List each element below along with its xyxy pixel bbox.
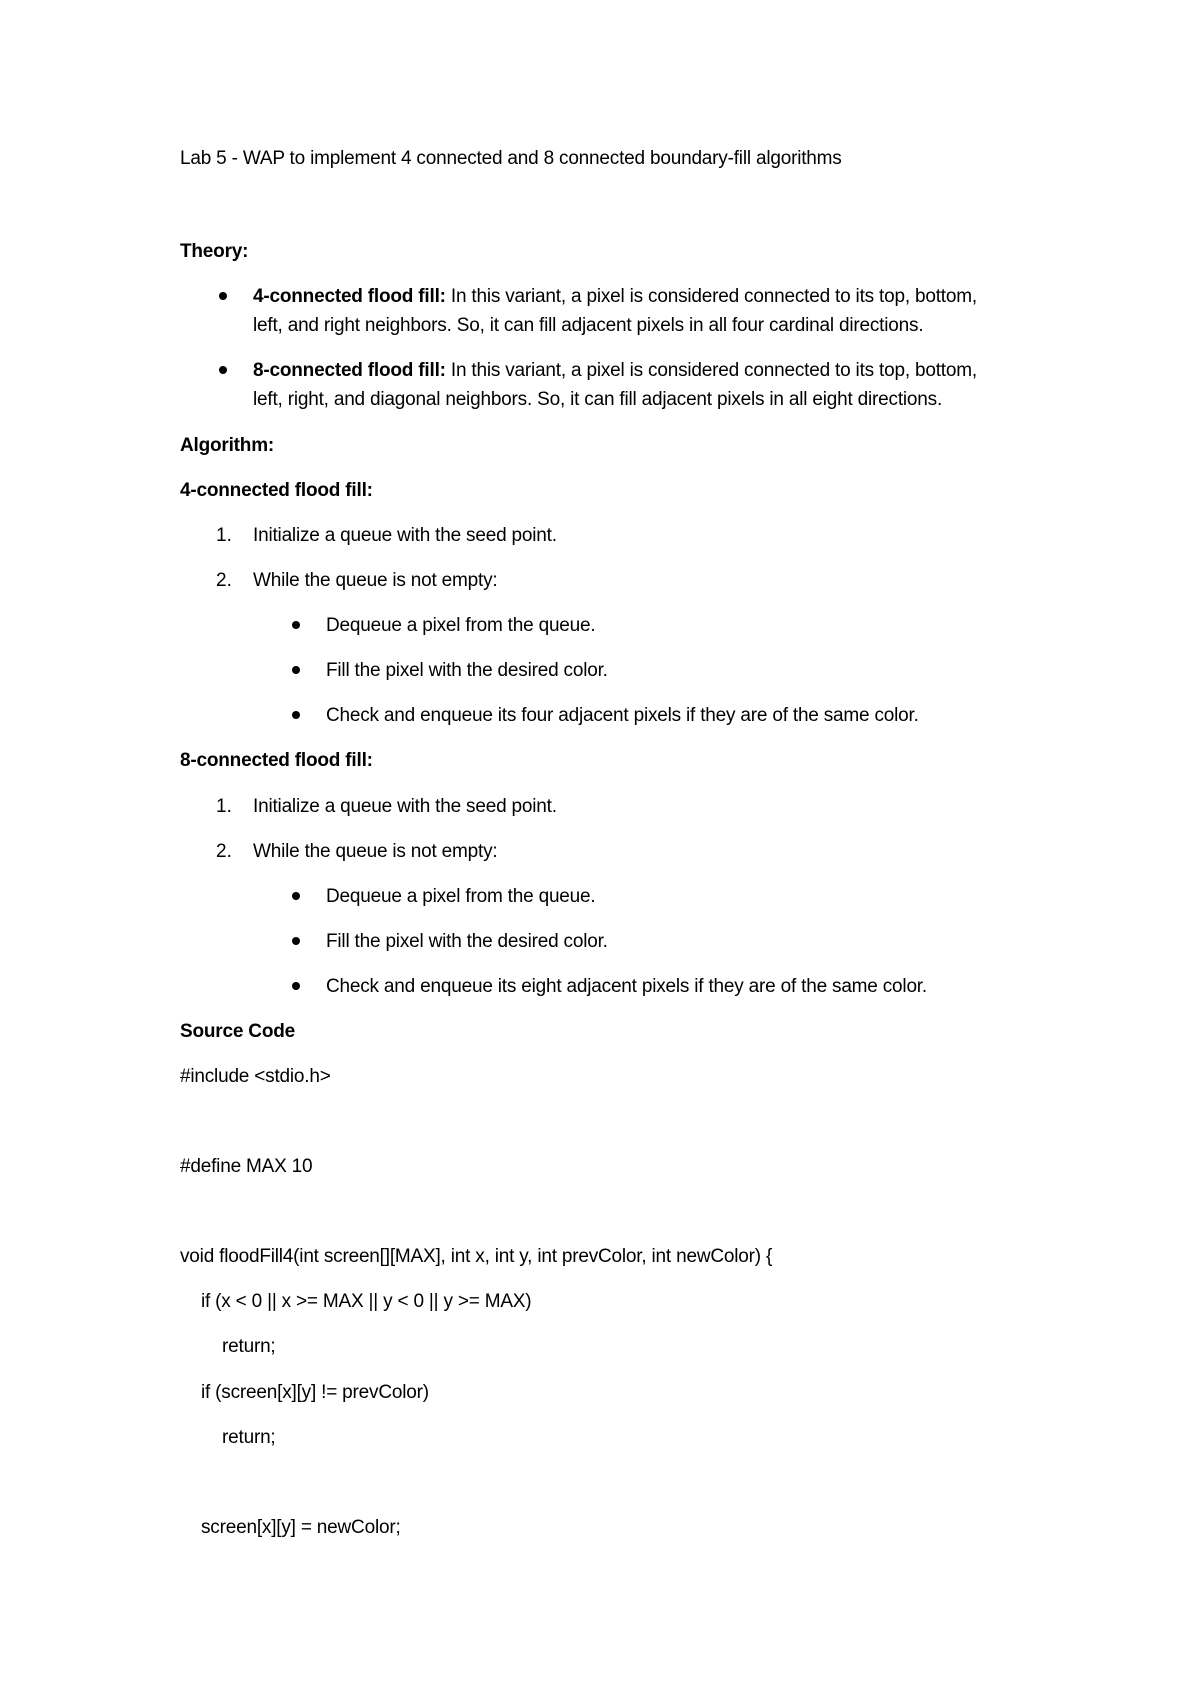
theory-item-1-line-1 — [253, 285, 977, 309]
code-line-color-check: if (screen[x][y] != prevColor) — [201, 1382, 429, 1403]
step-number: 2. — [216, 570, 232, 591]
four-subitem-2: Fill the pixel with the desired color. — [326, 660, 608, 681]
step-number: 1. — [216, 796, 232, 817]
four-subitem-1: Dequeue a pixel from the queue. — [326, 615, 596, 636]
step-number: 1. — [216, 525, 232, 546]
theory-item-2-line-1 — [253, 359, 977, 383]
source-code-heading: Source Code — [180, 1021, 295, 1042]
document-title: Lab 5 - WAP to implement 4 connected and 8 connected boundary-fill algorithms — [180, 148, 842, 169]
code-line-include: #include <stdio.h> — [180, 1066, 331, 1087]
code-line-define: #define MAX 10 — [180, 1156, 313, 1177]
bullet-icon — [292, 711, 300, 719]
algorithm-heading: Algorithm: — [180, 435, 275, 456]
step-number: 2. — [216, 841, 232, 862]
four-step-2: While the queue is not empty: — [253, 570, 498, 591]
four-step-1: Initialize a queue with the seed point. — [253, 525, 557, 546]
code-line-return-1: return; — [222, 1336, 276, 1357]
theory-item-2-text: In this variant, a pixel is considered connected to its top, bottom, — [445, 360, 977, 381]
eight-subitem-1: Dequeue a pixel from the queue. — [326, 886, 596, 907]
bullet-icon — [292, 666, 300, 674]
code-line-return-2: return; — [222, 1427, 276, 1448]
code-line-assign: screen[x][y] = newColor; — [201, 1517, 401, 1538]
four-subitem-3: Check and enqueue its four adjacent pixels if they are of the same color. — [326, 705, 919, 726]
bullet-icon — [292, 621, 300, 629]
eight-subitem-2: Fill the pixel with the desired color. — [326, 931, 608, 952]
eight-step-2: While the queue is not empty: — [253, 841, 498, 862]
theory-item-1-term: 4-connected flood fill: — [253, 286, 446, 307]
theory-item-2-term: 8-connected flood fill: — [253, 360, 446, 381]
theory-item-1-line-2: left, and right neighbors. So, it can fill adjacent pixels in all four cardinal directions. — [253, 315, 924, 336]
eight-subitem-3: Check and enqueue its eight adjacent pixels if they are of the same color. — [326, 976, 927, 997]
bullet-icon — [292, 982, 300, 990]
bullet-icon — [219, 366, 227, 374]
code-line-bounds-check: if (x < 0 || x >= MAX || y < 0 || y >= MAX) — [201, 1291, 532, 1312]
bullet-icon — [292, 937, 300, 945]
code-line-function-signature: void floodFill4(int screen[][MAX], int x, int y, int prevColor, int newColor) { — [180, 1246, 773, 1267]
bullet-icon — [219, 292, 227, 300]
eight-step-1: Initialize a queue with the seed point. — [253, 796, 557, 817]
bullet-icon — [292, 892, 300, 900]
eight-connected-heading: 8-connected flood fill: — [180, 750, 373, 771]
theory-item-2-line-2: left, right, and diagonal neighbors. So, it can fill adjacent pixels in all eight directions. — [253, 389, 943, 410]
four-connected-heading: 4-connected flood fill: — [180, 480, 373, 501]
theory-item-1-text: In this variant, a pixel is considered connected to its top, bottom, — [445, 286, 977, 307]
theory-heading: Theory: — [180, 241, 249, 262]
